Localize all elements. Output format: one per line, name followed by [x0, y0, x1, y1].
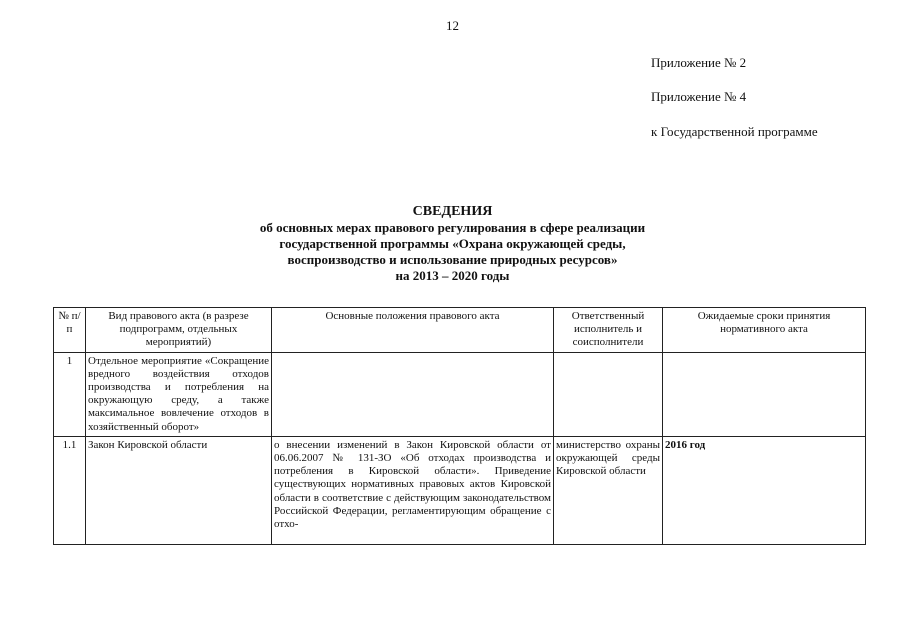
cell-deadline: [663, 352, 866, 436]
page-number: 12: [446, 18, 459, 33]
cell-executor: министерство охраны окружающей среды Кировской области: [554, 436, 663, 544]
header-act-type: Вид правового акта (в разрезе подпрограмм, отдельных мероприятий): [86, 308, 272, 353]
appendix-line-1: Приложение № 2: [651, 55, 747, 70]
appendix-line-2: Приложение № 4: [651, 89, 747, 104]
measures-table: [53, 307, 866, 545]
table-header-row: [54, 308, 866, 353]
cell-act-type: Отдельное мероприятие «Сокращение вредного воздействия отходов производства и потребления на окружающую среду, а также максимальное вовлечение отходов в хозяйственный оборот»: [86, 352, 272, 436]
document-title: [0, 204, 905, 284]
header-provisions: Основные положения правового акта: [272, 308, 554, 353]
title-line-3: государственной программы «Охрана окружающей среды,: [279, 236, 626, 251]
header-deadline: Ожидаемые сроки принятия нормативного акта: [663, 308, 866, 353]
cell-deadline: 2016 год: [663, 436, 866, 544]
header-executor: Ответственный исполнитель и соисполнители: [554, 308, 663, 353]
cell-num: 1: [54, 352, 86, 436]
cell-num: 1.1: [54, 436, 86, 544]
table-row: [54, 352, 866, 436]
table-row: [54, 436, 866, 544]
title-line-1: СВЕДЕНИЯ: [412, 204, 493, 219]
cell-act-type: Закон Кировской области: [86, 436, 272, 544]
provisions-text: о внесении изменений в Закон Кировской области от 06.06.2007 № 131-ЗО «Об отходах производства и потребления в Кировской области». Приведение существующих нормативных правовых актов Кировской области в соответствие с действующим законодательством Российской Федерации, регламентирующим обращение с отхо-: [274, 438, 551, 531]
title-line-5: на 2013 – 2020 годы: [395, 268, 510, 283]
title-line-2: об основных мерах правового регулирования в сфере реализации: [259, 220, 646, 235]
cell-provisions: [272, 436, 554, 544]
cell-executor: [554, 352, 663, 436]
title-line-4: воспроизводство и использование природных ресурсов»: [287, 252, 618, 267]
cell-provisions: [272, 352, 554, 436]
appendix-line-3: к Государственной программе: [651, 124, 818, 139]
header-num: № п/п: [54, 308, 86, 353]
